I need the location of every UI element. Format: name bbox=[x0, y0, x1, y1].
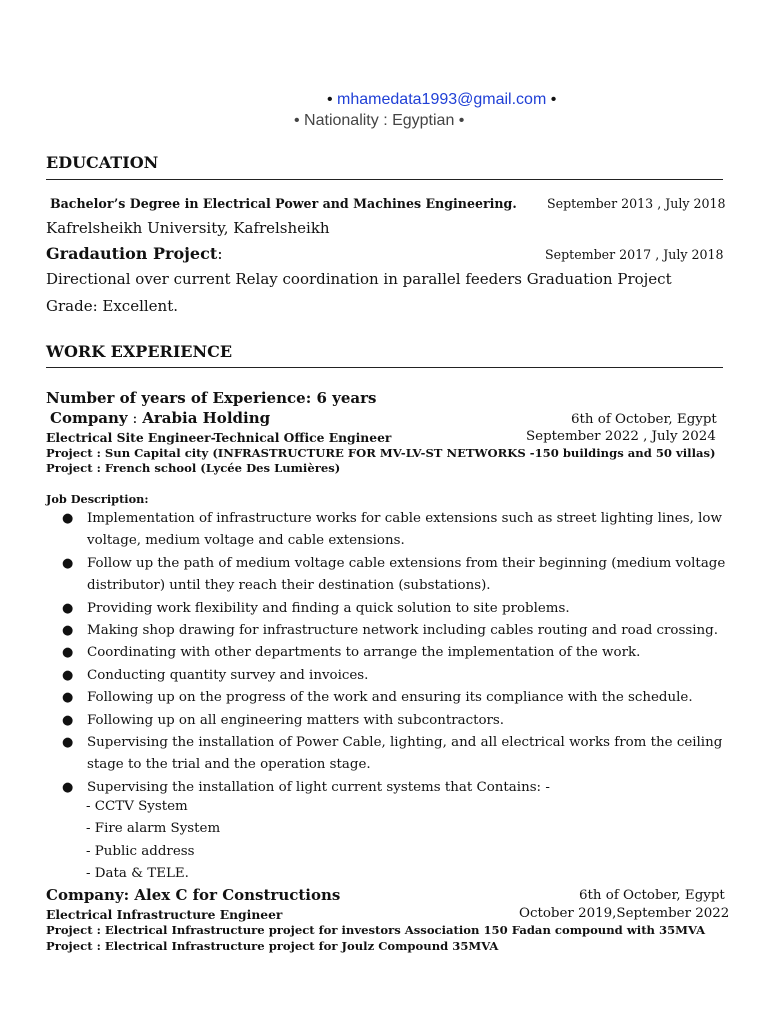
company2-name: Company: Alex C for Constructions bbox=[46, 886, 341, 904]
list-item bbox=[60, 598, 730, 620]
list-item bbox=[60, 710, 730, 732]
list-item bbox=[60, 642, 730, 664]
education-divider bbox=[46, 179, 723, 180]
degree-dates: September 2013 , July 2018 bbox=[547, 196, 726, 211]
list-item-text: Implementation of infrastructure works for cable extensions such as street lighting lines, low voltage, medium voltage and cable extensions. bbox=[87, 511, 722, 549]
company2-project-2: Project : Electrical Infrastructure project for Joulz Compound 35MVA bbox=[46, 939, 499, 953]
company1-heading bbox=[50, 409, 270, 427]
job-description-list bbox=[60, 508, 730, 799]
degree-title: Bachelor’s Degree in Electrical Power and Machines Engineering. bbox=[50, 196, 517, 211]
list-item-text: Follow up the path of medium voltage cable extensions from their beginning (medium voltage distributor) until they reach their destination (substations). bbox=[87, 555, 726, 594]
bullet-icon: ● bbox=[62, 779, 74, 795]
company1-location: 6th of October, Egypt bbox=[571, 412, 717, 427]
job-description-label: Job Description: bbox=[46, 492, 149, 506]
bullet-icon: ● bbox=[62, 511, 74, 526]
bullet-icon: ● bbox=[62, 690, 74, 706]
bullet-icon: ● bbox=[62, 623, 74, 639]
list-item-text: Conducting quantity survey and invoices. bbox=[87, 667, 369, 683]
bullet-glyph: • bbox=[546, 91, 557, 108]
list-item-text: Supervising the installation of light current systems that Contains: - bbox=[87, 779, 550, 795]
list-item-text: Providing work flexibility and finding a quick solution to site problems. bbox=[87, 600, 570, 616]
bullet-icon: ● bbox=[62, 555, 74, 571]
university: Kafrelsheikh University, Kafrelsheikh bbox=[46, 219, 330, 237]
list-item-text: Supervising the installation of Power Cable, lighting, and all electrical works from the ceiling stage to the trial and the operation stage. bbox=[87, 735, 723, 773]
company2-location: 6th of October, Egypt bbox=[579, 888, 725, 903]
nationality-line bbox=[294, 112, 464, 130]
list-item bbox=[60, 665, 730, 687]
bullet-icon: ● bbox=[62, 667, 74, 683]
bullet-glyph: • bbox=[327, 91, 338, 108]
graduation-grade: Grade: Excellent. bbox=[46, 297, 179, 315]
graduation-project-title: Directional over current Relay coordination in parallel feeders Graduation Project bbox=[46, 270, 672, 288]
list-item bbox=[60, 620, 730, 642]
bullet-glyph: • bbox=[454, 112, 465, 129]
work-experience-heading: WORK EXPERIENCE bbox=[46, 342, 233, 361]
list-item-text: Following up on all engineering matters with subcontractors. bbox=[87, 712, 505, 728]
company1-dates: September 2022 , July 2024 bbox=[526, 429, 716, 444]
company1-project-2: Project : French school (Lycée Des Lumières) bbox=[46, 461, 341, 475]
graduation-project-dates: September 2017 , July 2018 bbox=[545, 247, 724, 262]
list-item: - Data & TELE. bbox=[86, 866, 189, 882]
list-item: - Fire alarm System bbox=[86, 821, 221, 837]
list-item: - CCTV System bbox=[86, 799, 188, 814]
list-item bbox=[60, 553, 730, 598]
bullet-glyph: • bbox=[294, 112, 305, 129]
list-item-text: Following up on the progress of the work and ensuring its compliance with the schedule. bbox=[87, 690, 693, 706]
list-item bbox=[60, 732, 730, 777]
label-colon: : bbox=[127, 409, 143, 427]
bullet-icon: ● bbox=[62, 735, 74, 751]
company2-project-1: Project : Electrical Infrastructure project for investors Association 150 Fadan compound with 35MVA bbox=[46, 923, 706, 937]
list-item bbox=[60, 687, 730, 709]
label-colon: : bbox=[217, 244, 223, 263]
company1-project-1: Project : Sun Capital city (INFRASTRUCTURE FOR MV-LV-ST NETWORKS -150 buildings and 50 villas) bbox=[46, 446, 716, 460]
bullet-icon: ● bbox=[62, 645, 74, 661]
company1-name: Arabia Holding bbox=[142, 409, 271, 427]
graduation-project-label: Gradaution Project bbox=[46, 244, 218, 263]
light-current-systems-list bbox=[86, 796, 220, 886]
list-item-text: Coordinating with other departments to arrange the implementation of the work. bbox=[87, 645, 641, 661]
company1-label: Company bbox=[50, 409, 128, 427]
email-link[interactable]: mhamedata1993@gmail.com bbox=[337, 91, 547, 108]
list-item bbox=[60, 508, 730, 553]
list-item-text: Making shop drawing for infrastructure network including cables routing and road crossing. bbox=[87, 623, 718, 639]
education-heading: EDUCATION bbox=[46, 153, 159, 172]
nationality: Nationality : Egyptian bbox=[304, 112, 455, 129]
bullet-icon: ● bbox=[62, 712, 74, 728]
work-experience-divider bbox=[46, 367, 723, 368]
graduation-project-heading bbox=[46, 244, 223, 263]
company1-role: Electrical Site Engineer-Technical Office Engineer bbox=[46, 430, 392, 445]
bullet-icon: ● bbox=[62, 600, 74, 616]
experience-years: Number of years of Experience: 6 years bbox=[46, 389, 377, 407]
company2-dates: October 2019,September 2022 bbox=[519, 906, 730, 921]
list-item: - Public address bbox=[86, 843, 195, 859]
contact-email-line bbox=[327, 91, 556, 109]
company2-role: Electrical Infrastructure Engineer bbox=[46, 907, 283, 922]
